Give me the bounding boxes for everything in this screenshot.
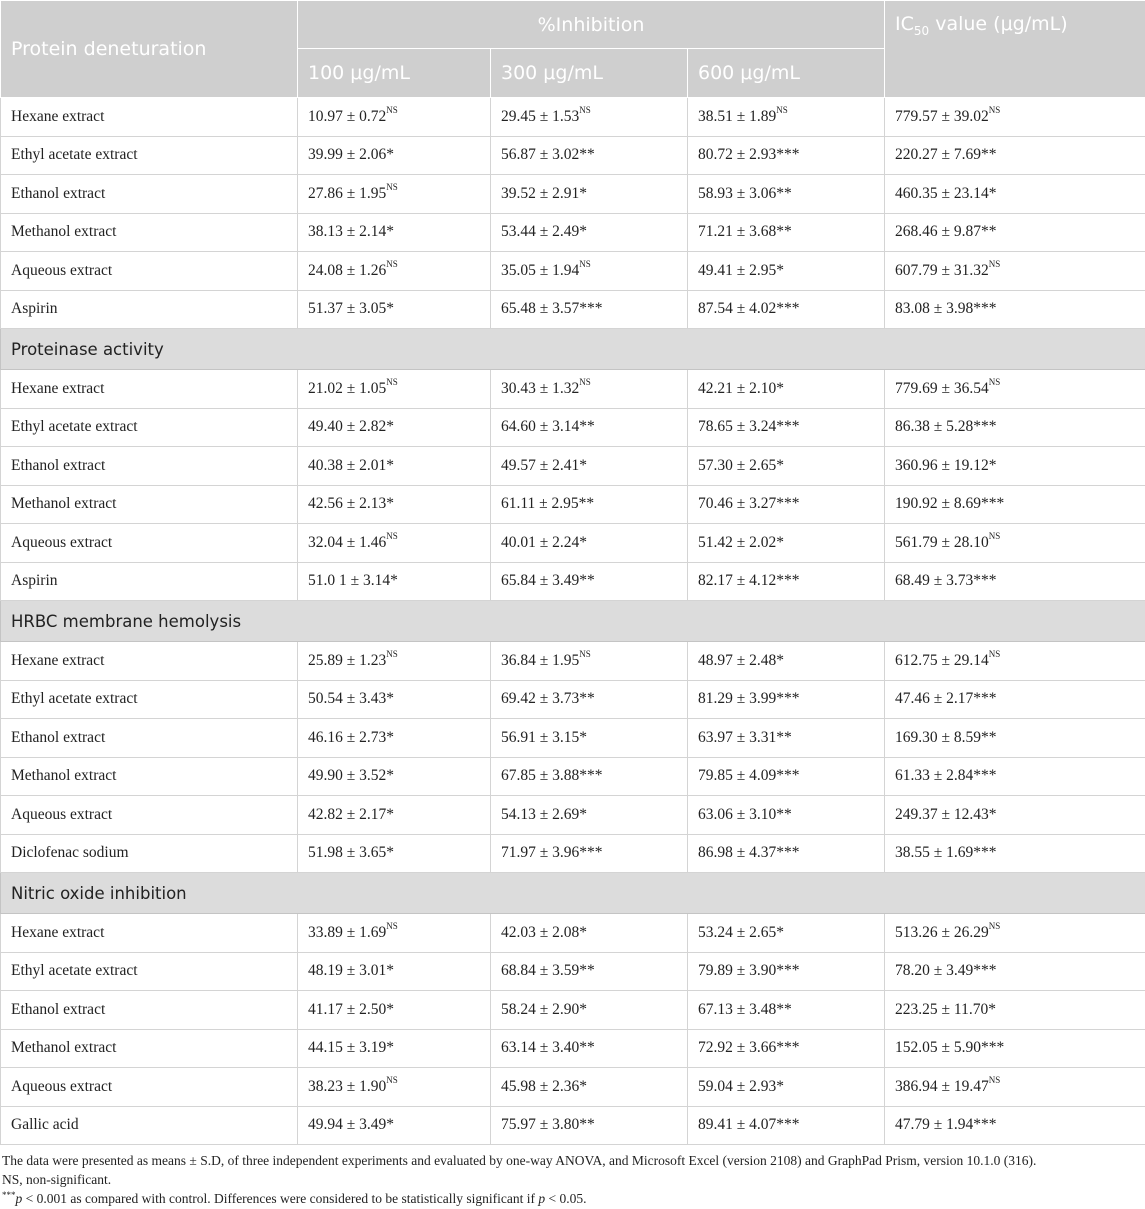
cell-value: 63.06 ± 3.10**	[698, 805, 792, 823]
cell-value: 33.89 ± 1.69	[308, 923, 387, 941]
value-cell	[491, 485, 688, 524]
cell-value: 29.45 ± 1.53	[501, 107, 580, 125]
cell-value: 86.38 ± 5.28***	[895, 418, 997, 436]
value-cell	[491, 914, 688, 953]
cell-value: 53.24 ± 2.65*	[698, 923, 785, 941]
value-cell	[688, 757, 885, 796]
row-label: Methanol extract	[1, 485, 298, 524]
significance-mark: NS	[386, 181, 398, 192]
value-cell	[688, 1106, 885, 1145]
footnote-text-end: < 0.05.	[545, 1191, 587, 1206]
value-cell	[491, 952, 688, 991]
cell-value: 779.69 ± 36.54	[895, 379, 989, 397]
value-cell	[298, 524, 491, 563]
value-cell	[491, 796, 688, 835]
value-cell	[885, 834, 1145, 873]
value-cell	[688, 370, 885, 409]
cell-value: 223.25 ± 11.70*	[895, 1000, 996, 1018]
value-cell	[885, 136, 1145, 175]
value-cell	[298, 834, 491, 873]
cell-value: 51.42 ± 2.02*	[698, 533, 785, 551]
value-cell	[688, 252, 885, 291]
cell-value: 63.14 ± 3.40**	[501, 1039, 595, 1057]
value-cell	[885, 524, 1145, 563]
value-cell	[298, 98, 491, 137]
significance-mark: NS	[579, 104, 591, 115]
value-cell	[491, 680, 688, 719]
value-cell	[298, 796, 491, 835]
value-cell	[298, 642, 491, 681]
cell-value: 513.26 ± 26.29	[895, 923, 989, 941]
cell-value: 61.33 ± 2.84***	[895, 767, 997, 785]
cell-value: 44.15 ± 3.19*	[308, 1039, 395, 1057]
cell-value: 56.91 ± 3.15*	[501, 728, 588, 746]
cell-value: 58.93 ± 3.06**	[698, 184, 792, 202]
value-cell	[885, 952, 1145, 991]
cell-value: 59.04 ± 2.93*	[698, 1077, 785, 1095]
significance-mark: NS	[386, 530, 398, 541]
cell-value: 39.52 ± 2.91*	[501, 184, 588, 202]
value-cell	[688, 408, 885, 447]
cell-value: 87.54 ± 4.02***	[698, 300, 800, 318]
row-label: Ethyl acetate extract	[1, 408, 298, 447]
table-row	[1, 757, 1145, 796]
value-cell	[688, 952, 885, 991]
row-label: Hexane extract	[1, 914, 298, 953]
cell-value: 25.89 ± 1.23	[308, 651, 387, 669]
row-label: Aqueous extract	[1, 252, 298, 291]
value-cell	[688, 175, 885, 214]
table-row	[1, 485, 1145, 524]
cell-value: 27.86 ± 1.95	[308, 184, 387, 202]
section-title: Proteinase activity	[1, 329, 1145, 370]
value-cell	[688, 213, 885, 252]
row-label: Hexane extract	[1, 98, 298, 137]
value-cell	[688, 719, 885, 758]
row-label: Ethanol extract	[1, 719, 298, 758]
header-protein-denaturation: Protein deneturation	[1, 1, 298, 98]
significance-mark: NS	[386, 258, 398, 269]
value-cell	[298, 175, 491, 214]
cell-value: 49.57 ± 2.41*	[501, 456, 588, 474]
cell-value: 40.01 ± 2.24*	[501, 533, 588, 551]
cell-value: 79.85 ± 4.09***	[698, 767, 800, 785]
value-cell	[885, 98, 1145, 137]
cell-value: 49.41 ± 2.95*	[698, 261, 785, 279]
significance-mark: NS	[386, 104, 398, 115]
value-cell	[491, 1029, 688, 1068]
cell-value: 152.05 ± 5.90***	[895, 1039, 1005, 1057]
header-ic50	[885, 1, 1145, 98]
value-cell	[491, 991, 688, 1030]
cell-value: 81.29 ± 3.99***	[698, 690, 800, 708]
value-cell	[491, 252, 688, 291]
row-label: Ethanol extract	[1, 175, 298, 214]
footnote-significance	[2, 1189, 1143, 1208]
cell-value: 169.30 ± 8.59**	[895, 728, 997, 746]
value-cell	[491, 370, 688, 409]
cell-value: 460.35 ± 23.14*	[895, 184, 997, 202]
footnote-ns: NS, non-significant.	[2, 1172, 112, 1187]
significance-mark: NS	[386, 920, 398, 931]
cell-value: 38.51 ± 1.89	[698, 107, 777, 125]
significance-mark: NS	[988, 920, 1001, 931]
cell-value: 21.02 ± 1.05	[308, 379, 387, 397]
table-body	[1, 98, 1145, 1145]
row-label: Aspirin	[1, 290, 298, 329]
value-cell	[298, 757, 491, 796]
ic50-prefix: IC	[895, 13, 914, 35]
cell-value: 89.41 ± 4.07***	[698, 1116, 800, 1134]
table-row	[1, 290, 1145, 329]
value-cell	[885, 290, 1145, 329]
cell-value: 79.89 ± 3.90***	[698, 962, 800, 980]
row-label: Gallic acid	[1, 1106, 298, 1145]
significance-mark: NS	[579, 376, 591, 387]
value-cell	[491, 834, 688, 873]
cell-value: 10.97 ± 0.72	[308, 107, 387, 125]
cell-value: 68.84 ± 3.59**	[501, 962, 595, 980]
section-header-row	[1, 329, 1145, 370]
significance-mark: NS	[579, 648, 591, 659]
value-cell	[885, 757, 1145, 796]
footnote-stars: ***	[2, 1190, 16, 1200]
table-row	[1, 796, 1145, 835]
value-cell	[885, 252, 1145, 291]
cell-value: 51.0 1 ± 3.14*	[308, 572, 398, 590]
value-cell	[298, 562, 491, 601]
row-label: Ethanol extract	[1, 991, 298, 1030]
row-label: Methanol extract	[1, 1029, 298, 1068]
cell-value: 38.55 ± 1.69***	[895, 844, 997, 862]
value-cell	[491, 290, 688, 329]
table-row	[1, 1106, 1145, 1145]
section-title: HRBC membrane hemolysis	[1, 601, 1145, 642]
cell-value: 42.56 ± 2.13*	[308, 495, 395, 513]
value-cell	[688, 834, 885, 873]
significance-mark: NS	[579, 258, 591, 269]
value-cell	[298, 213, 491, 252]
table-row	[1, 642, 1145, 681]
cell-value: 53.44 ± 2.49*	[501, 223, 588, 241]
value-cell	[885, 175, 1145, 214]
cell-value: 41.17 ± 2.50*	[308, 1000, 395, 1018]
cell-value: 57.30 ± 2.65*	[698, 456, 785, 474]
significance-mark: NS	[386, 376, 398, 387]
p-symbol: p	[15, 1191, 23, 1206]
cell-value: 71.21 ± 3.68**	[698, 223, 792, 241]
value-cell	[491, 408, 688, 447]
cell-value: 61.11 ± 2.95**	[501, 495, 595, 513]
cell-value: 268.46 ± 9.87**	[895, 223, 997, 241]
value-cell	[491, 213, 688, 252]
table-row	[1, 991, 1145, 1030]
value-cell	[885, 562, 1145, 601]
cell-value: 65.84 ± 3.49**	[501, 572, 595, 590]
row-label: Ethyl acetate extract	[1, 952, 298, 991]
significance-mark: NS	[988, 648, 1001, 659]
significance-mark: NS	[988, 530, 1001, 541]
cell-value: 779.57 ± 39.02	[895, 107, 989, 125]
significance-mark: NS	[988, 376, 1001, 387]
table-row	[1, 719, 1145, 758]
significance-mark: NS	[386, 1074, 398, 1085]
section-header-row	[1, 601, 1145, 642]
cell-value: 42.82 ± 2.17*	[308, 805, 395, 823]
cell-value: 63.97 ± 3.31**	[698, 728, 792, 746]
table-row	[1, 834, 1145, 873]
cell-value: 72.92 ± 3.66***	[698, 1039, 800, 1057]
cell-value: 64.60 ± 3.14**	[501, 418, 595, 436]
cell-value: 36.84 ± 1.95	[501, 651, 580, 669]
row-label: Methanol extract	[1, 213, 298, 252]
significance-mark: NS	[988, 1074, 1001, 1085]
cell-value: 51.98 ± 3.65*	[308, 844, 395, 862]
value-cell	[688, 914, 885, 953]
cell-value: 220.27 ± 7.69**	[895, 146, 997, 164]
cell-value: 68.49 ± 3.73***	[895, 572, 997, 590]
cell-value: 360.96 ± 19.12*	[895, 456, 997, 474]
value-cell	[298, 290, 491, 329]
cell-value: 42.21 ± 2.10*	[698, 379, 785, 397]
value-cell	[885, 642, 1145, 681]
value-cell	[688, 136, 885, 175]
value-cell	[688, 447, 885, 486]
table-row	[1, 370, 1145, 409]
value-cell	[298, 1029, 491, 1068]
row-label: Ethyl acetate extract	[1, 680, 298, 719]
row-label: Aqueous extract	[1, 1068, 298, 1107]
cell-value: 86.98 ± 4.37***	[698, 844, 800, 862]
cell-value: 249.37 ± 12.43*	[895, 805, 997, 823]
cell-value: 80.72 ± 2.93***	[698, 146, 800, 164]
row-label: Hexane extract	[1, 370, 298, 409]
cell-value: 612.75 ± 29.14	[895, 651, 989, 669]
value-cell	[298, 447, 491, 486]
value-cell	[885, 485, 1145, 524]
value-cell	[885, 796, 1145, 835]
significance-mark: NS	[386, 648, 398, 659]
value-cell	[298, 252, 491, 291]
row-label: Aqueous extract	[1, 524, 298, 563]
cell-value: 47.46 ± 2.17***	[895, 690, 997, 708]
value-cell	[688, 524, 885, 563]
table-row	[1, 562, 1145, 601]
cell-value: 67.13 ± 3.48**	[698, 1000, 792, 1018]
cell-value: 39.99 ± 2.06*	[308, 146, 395, 164]
table-row	[1, 952, 1145, 991]
header-dose-100: 100 μg/mL	[298, 49, 491, 98]
cell-value: 24.08 ± 1.26	[308, 261, 387, 279]
header-dose-300: 300 μg/mL	[491, 49, 688, 98]
value-cell	[491, 1106, 688, 1145]
value-cell	[298, 719, 491, 758]
value-cell	[885, 1106, 1145, 1145]
value-cell	[885, 1068, 1145, 1107]
cell-value: 78.20 ± 3.49***	[895, 962, 997, 980]
value-cell	[298, 680, 491, 719]
value-cell	[688, 290, 885, 329]
table-row	[1, 175, 1145, 214]
table-footnotes	[0, 1145, 1145, 1208]
cell-value: 54.13 ± 2.69*	[501, 805, 588, 823]
value-cell	[688, 796, 885, 835]
value-cell	[298, 952, 491, 991]
value-cell	[491, 175, 688, 214]
value-cell	[298, 1068, 491, 1107]
value-cell	[491, 447, 688, 486]
value-cell	[885, 991, 1145, 1030]
cell-value: 38.23 ± 1.90	[308, 1077, 387, 1095]
row-label: Diclofenac sodium	[1, 834, 298, 873]
cell-value: 32.04 ± 1.46	[308, 533, 387, 551]
row-label: Aqueous extract	[1, 796, 298, 835]
cell-value: 46.16 ± 2.73*	[308, 728, 395, 746]
value-cell	[491, 719, 688, 758]
row-label: Ethyl acetate extract	[1, 136, 298, 175]
table-row	[1, 914, 1145, 953]
value-cell	[688, 562, 885, 601]
cell-value: 30.43 ± 1.32	[501, 379, 580, 397]
cell-value: 78.65 ± 3.24***	[698, 418, 800, 436]
cell-value: 69.42 ± 3.73**	[501, 690, 595, 708]
table-row	[1, 213, 1145, 252]
value-cell	[688, 1029, 885, 1068]
table-row	[1, 252, 1145, 291]
table-header	[1, 1, 1145, 98]
cell-value: 82.17 ± 4.12***	[698, 572, 800, 590]
value-cell	[491, 98, 688, 137]
ic50-subscript: 50	[913, 23, 930, 38]
value-cell	[688, 642, 885, 681]
cell-value: 50.54 ± 3.43*	[308, 690, 395, 708]
cell-value: 40.38 ± 2.01*	[308, 456, 395, 474]
value-cell	[885, 447, 1145, 486]
cell-value: 56.87 ± 3.02**	[501, 146, 595, 164]
value-cell	[491, 757, 688, 796]
table-row	[1, 136, 1145, 175]
value-cell	[491, 642, 688, 681]
cell-value: 190.92 ± 8.69***	[895, 495, 1005, 513]
p-symbol: p	[538, 1191, 546, 1206]
cell-value: 607.79 ± 31.32	[895, 261, 989, 279]
cell-value: 386.94 ± 19.47	[895, 1077, 989, 1095]
value-cell	[688, 680, 885, 719]
value-cell	[688, 98, 885, 137]
value-cell	[298, 1106, 491, 1145]
cell-value: 49.40 ± 2.82*	[308, 418, 395, 436]
value-cell	[491, 524, 688, 563]
section-header-row	[1, 873, 1145, 914]
value-cell	[491, 562, 688, 601]
value-cell	[885, 408, 1145, 447]
value-cell	[298, 991, 491, 1030]
header-dose-600: 600 μg/mL	[688, 49, 885, 98]
value-cell	[885, 213, 1145, 252]
cell-value: 83.08 ± 3.98***	[895, 300, 997, 318]
significance-mark: NS	[776, 104, 788, 115]
value-cell	[298, 408, 491, 447]
cell-value: 35.05 ± 1.94	[501, 261, 580, 279]
value-cell	[298, 370, 491, 409]
cell-value: 75.97 ± 3.80**	[501, 1116, 595, 1134]
table-row	[1, 98, 1145, 137]
cell-value: 71.97 ± 3.96***	[501, 844, 603, 862]
row-label: Methanol extract	[1, 757, 298, 796]
table-row	[1, 447, 1145, 486]
value-cell	[688, 991, 885, 1030]
significance-mark: NS	[988, 104, 1001, 115]
value-cell	[688, 485, 885, 524]
value-cell	[885, 370, 1145, 409]
table-row	[1, 1068, 1145, 1107]
header-inhibition: %Inhibition	[298, 1, 885, 49]
value-cell	[298, 485, 491, 524]
table-row	[1, 408, 1145, 447]
value-cell	[885, 914, 1145, 953]
cell-value: 49.94 ± 3.49*	[308, 1116, 395, 1134]
footnote-text: < 0.001 as compared with control. Differences were considered to be statistically significant if	[22, 1191, 539, 1206]
cell-value: 70.46 ± 3.27***	[698, 495, 800, 513]
cell-value: 49.90 ± 3.52*	[308, 767, 395, 785]
cell-value: 38.13 ± 2.14*	[308, 223, 395, 241]
row-label: Hexane extract	[1, 642, 298, 681]
value-cell	[491, 1068, 688, 1107]
cell-value: 58.24 ± 2.90*	[501, 1000, 588, 1018]
cell-value: 51.37 ± 3.05*	[308, 300, 395, 318]
cell-value: 48.97 ± 2.48*	[698, 651, 785, 669]
value-cell	[298, 136, 491, 175]
row-label: Ethanol extract	[1, 447, 298, 486]
table-row	[1, 680, 1145, 719]
cell-value: 67.85 ± 3.88***	[501, 767, 603, 785]
cell-value: 47.79 ± 1.94***	[895, 1116, 997, 1134]
cell-value: 65.48 ± 3.57***	[501, 300, 603, 318]
table-row	[1, 524, 1145, 563]
cell-value: 42.03 ± 2.08*	[501, 923, 588, 941]
value-cell	[688, 1068, 885, 1107]
row-label: Aspirin	[1, 562, 298, 601]
significance-mark: NS	[988, 258, 1001, 269]
table-row	[1, 1029, 1145, 1068]
footnote-method: The data were presented as means ± S.D, of three independent experiments and evaluated by one-way ANOVA, and Microsoft Excel (version 2108) and GraphPad Prism, version 10.1.0 (316).	[2, 1153, 1037, 1168]
ic50-suffix: value (μg/mL)	[929, 13, 1068, 35]
section-title: Nitric oxide inhibition	[1, 873, 1145, 914]
cell-value: 45.98 ± 2.36*	[501, 1077, 588, 1095]
cell-value: 48.19 ± 3.01*	[308, 962, 395, 980]
cell-value: 561.79 ± 28.10	[895, 533, 989, 551]
value-cell	[885, 680, 1145, 719]
value-cell	[491, 136, 688, 175]
value-cell	[885, 719, 1145, 758]
value-cell	[885, 1029, 1145, 1068]
value-cell	[298, 914, 491, 953]
